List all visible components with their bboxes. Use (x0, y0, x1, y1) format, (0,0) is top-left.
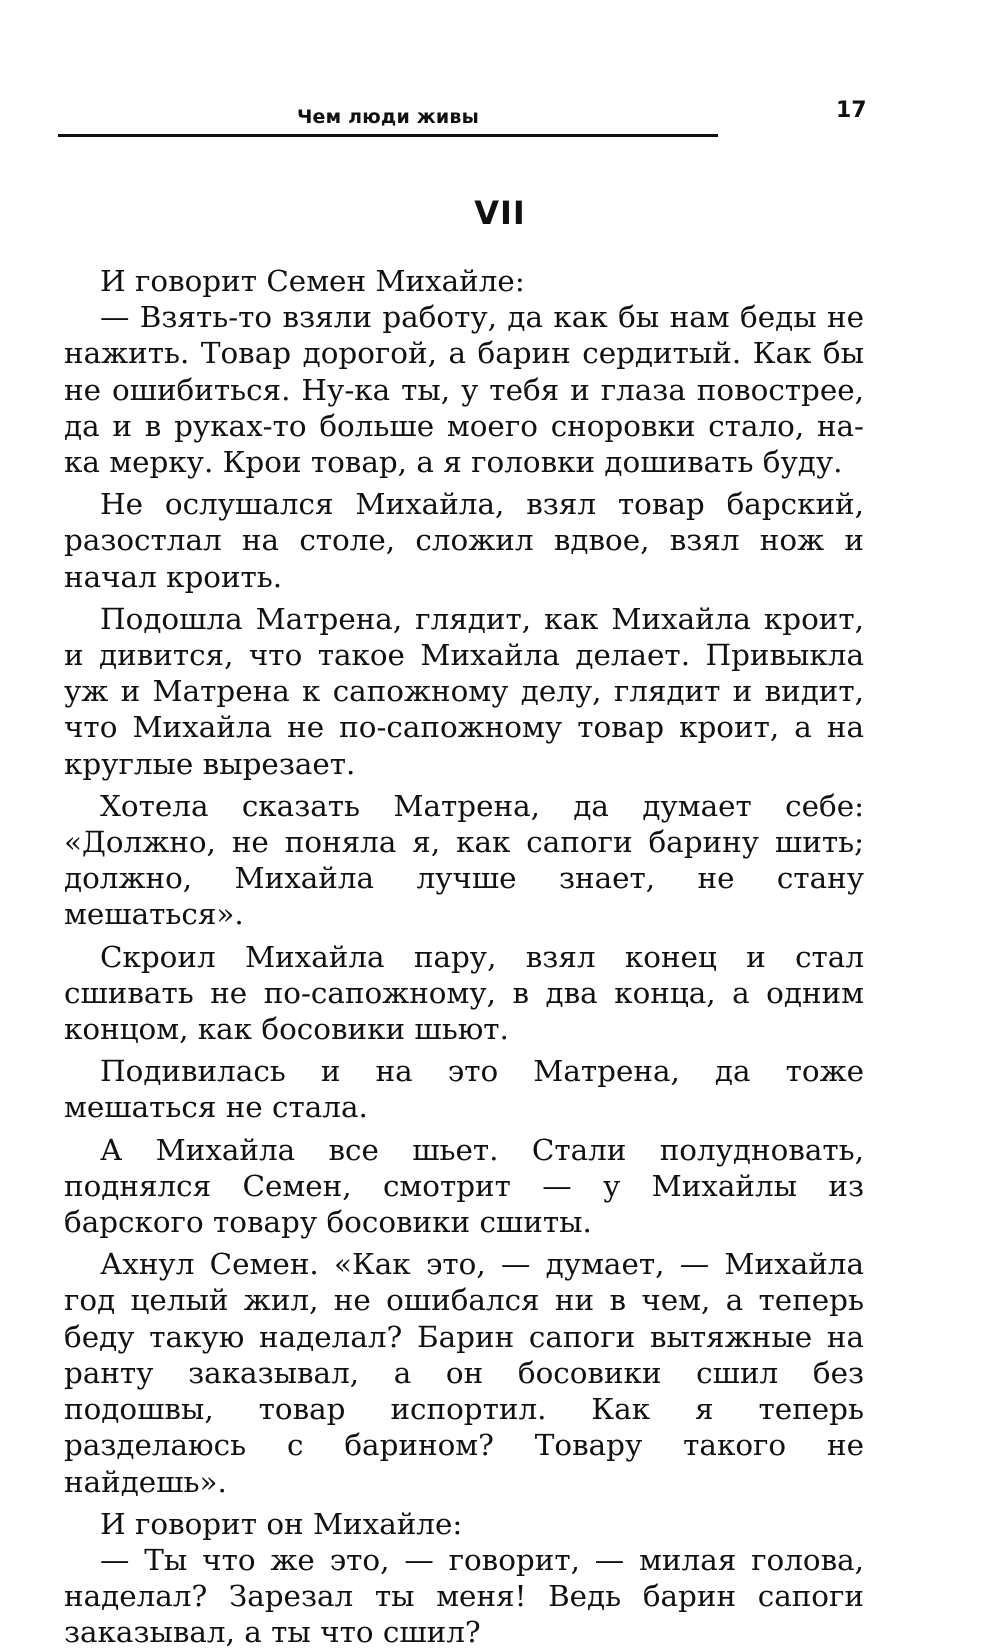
paragraph: Подошла Матрена, глядит, как Михайла кроит, и дивится, что такое Михайла делает. Привыкла уж и Матрена к сапожному делу, глядит и видит, что Михайла не по-сапожному товар кроит, а на круглые вырезает. (64, 601, 864, 781)
paragraph: Ахнул Семен. «Как это, — думает, — Михайла год целый жил, не ошибался ни в чем, а теперь беду такую наделал? Барин сапоги вытяжные на ранту заказывал, а он босовики сшил без подошвы, товар испортил. Как я теперь разделаюсь с барином? Товару такого не найдешь». (64, 1247, 864, 1499)
body-text (64, 263, 864, 1651)
paragraph: Подивилась и на это Матрена, да тоже мешаться не стала. (64, 1054, 864, 1125)
paragraph: Хотела сказать Матрена, да думает себе: «Должно, не поняла я, как сапоги барину шить; должно, Михайла лучше знает, не стану мешаться». (64, 788, 864, 932)
paragraph: А Михайла все шьет. Стали полудновать, поднялся Семен, смотрит — у Михайлы из барского товару босовики сшиты. (64, 1132, 864, 1240)
paragraph: Не ослушался Михайла, взял товар барский, разостлал на столе, сложил вдвое, взял нож и начал кроить. (64, 487, 864, 594)
paragraph: — Ты что же это, — говорит, — милая голова, наделал? Зарезал ты меня! Ведь барин сапоги заказывал, а ты что сшил? (64, 1542, 864, 1650)
paragraph: Скроил Михайла пару, взял конец и стал сшивать не по-сапожному, в два конца, а одним концом, как босовики шьют. (64, 939, 864, 1047)
running-head (58, 98, 718, 138)
paragraph: И говорит Семен Михайле: (100, 264, 525, 298)
page-number: 17 (836, 98, 867, 123)
header-rule (58, 134, 718, 137)
running-title: Чем люди живы (296, 106, 480, 128)
chapter-title: VII (474, 194, 526, 232)
paragraph: — Взять-то взяли работу, да как бы нам беды не нажить. Товар дорогой, а барин сердитый. Как бы не ошибиться. Ну-ка ты, у тебя и глаза повострее, да и в руках-то больше моего сноровки стало, на-ка мерку. Крои товар, а я головки дошивать буду. (64, 300, 864, 480)
paragraph: И говорит он Михайле: (100, 1506, 463, 1541)
